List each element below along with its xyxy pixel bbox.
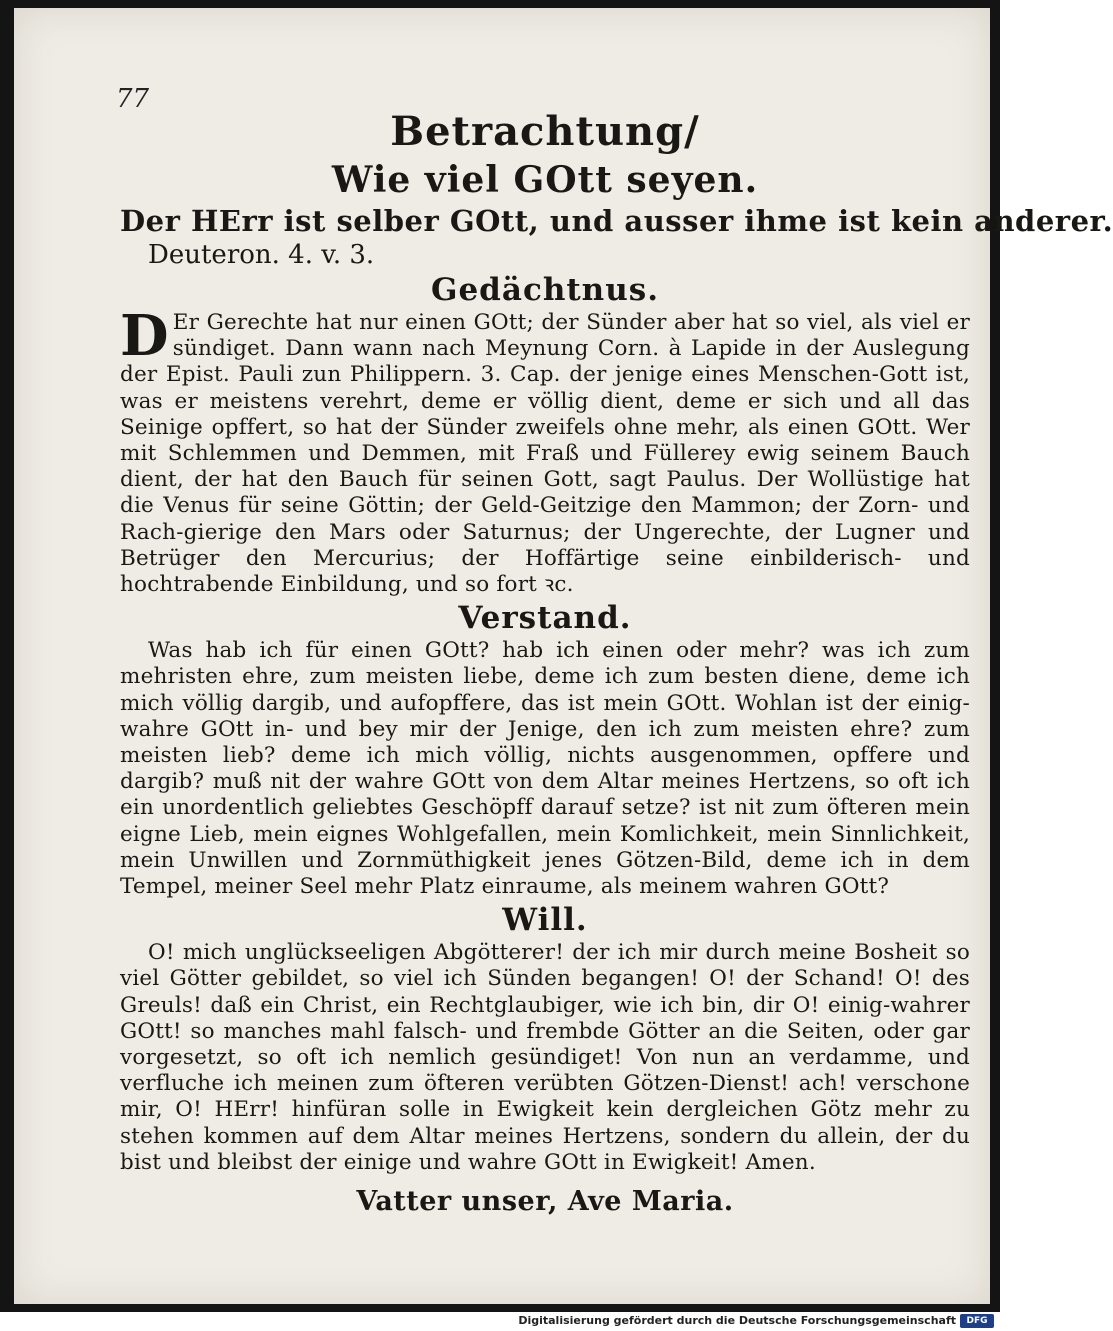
heading-verstand: Verstand. (458, 600, 632, 637)
heading-gedaechtnus: Gedächtnus. (430, 272, 659, 308)
bible-reference: Deuteron. 4. v. 3. (148, 240, 375, 270)
heading-will: Will. (502, 902, 588, 939)
motto: Der HErr ist selber GOtt, und ausser ihme ist kein anderer. (120, 204, 1113, 238)
drop-cap: D (120, 303, 169, 369)
page-subtitle: Wie viel GOtt seyen. (331, 159, 759, 201)
footer-bar (0, 1312, 1000, 1331)
closing-prayer: Vatter unser, Ave Maria. (356, 1186, 734, 1218)
paragraph-verstand: Was hab ich für einen GOtt? hab ich einen oder mehr? was ich zum mehristen ehre, zum meisten liebe, deme ich zum besten diene, deme ich mich völlig dargib, und aufopffere, das ist mein GOtt. Wohlan ist der einig-wahre GOtt in- und bey mir der Jenige, den ich zum meisten ehre? zum meisten lieb? deme ich mich völlig, nichts ausgenommen, opffere und dargib? muß nit der wahre GOtt von dem Altar meines Hertzens, so oft ich ein unordentlich geliebtes Geschöpff darauf setze? ist nit zum öfteren mein eigne Lieb, mein eignes Wohlgefallen, mein Komlichkeit, mein Sinnlichkeit, mein Unwillen und Zornmüthigkeit jenes Götzen-Bild, deme ich in dem Tempel, meiner Seel mehr Platz einraume, als meinem wahren GOtt? (120, 638, 970, 900)
footer-credit: Digitalisierung gefördert durch die Deutsche Forschungsgemeinschaft (518, 1314, 956, 1327)
dfg-logo: DFG (960, 1314, 994, 1328)
page-content (116, 60, 1113, 1222)
page-number: 77 (116, 84, 150, 114)
paragraph-gedaechtnus-text: Er Gerechte hat nur einen GOtt; der Sünder aber hat so viel, als viel er sündiget. Dann wann nach Meynung Corn. à Lapide in der Auslegung der Epist. Pauli zun Philippern. 3. Cap. der jenige eines Menschen-Gott ist, was er meistens verehrt, deme er völlig dient, deme er sich und all das Seinige opffert, so hat der Sünder zweifels ohne mehr, als einen GOtt. Wer mit Schlemmen und Demmen, mit Fraß und Füllerey ewig seinem Bauch dient, der hat den Bauch für seinen Gott, sagt Paulus. Der Wollüstige hat die Venus für seine Göttin; der Geld-Geitzige den Mammon; der Zorn- und Rach-gierige den Mars oder Saturnus; der Ungerechte, der Lugner und Betrüger den Mercurius; der Hoffärtige seine einbilderisch- und hochtrabende Einbildung, und so fort ꝛc. (120, 310, 970, 598)
paragraph-will: O! mich unglückseeligen Abgötterer! der ich mir durch meine Bosheit so viel Götter gebildet, so viel ich Sünden begangen! O! der Schand! O! des Greuls! daß ein Christ, ein Rechtglaubiger, wie ich bin, dir O! einig-wahrer GOtt! so manches mahl falsch- und frembde Götter an die Seiten, oder gar vorgesetzt, so oft ich nemlich gesündiget! Von nun an verdamme, und verfluche ich meinen zum öfteren verübten Götzen-Dienst! ach! verschone mir, O! HErr! hinfüran solle in Ewigkeit kein dergleichen Götz mehr zu stehen kommen auf dem Altar meines Hertzens, sondern du allein, der du bist und bleibst der einige und wahre GOtt in Ewigkeit! Amen. (120, 940, 970, 1175)
book-page (14, 8, 1113, 1304)
paragraph-gedaechtnus (120, 303, 970, 598)
page-title: Betrachtung/ (390, 108, 700, 155)
